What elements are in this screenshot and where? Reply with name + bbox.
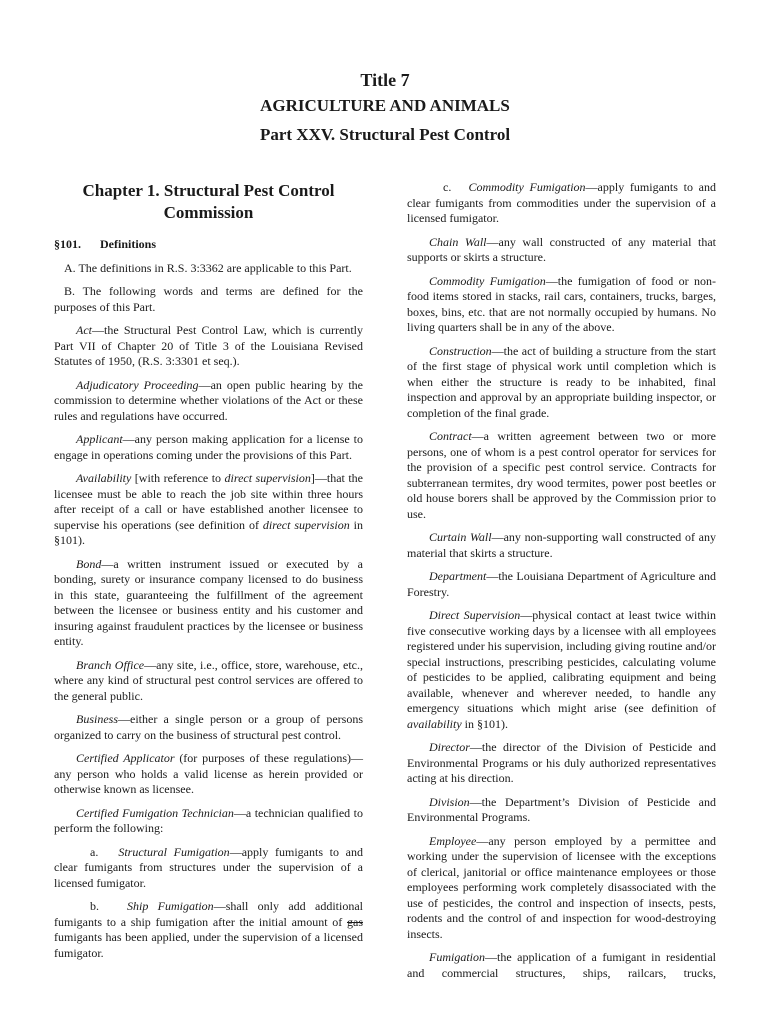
list-item-a: a. Structural Fumigation—apply fumigants to and clear fumigants from structures under the supervision of a licensed fumigator. [54,844,364,890]
paragraph-b: B. The following words and terms are defined for the purposes of this Part. [54,284,363,314]
definition-curtain-wall: Curtain Wall—any non-supporting wall constructed of any material that skirts a structure. [407,530,717,560]
term-business: Business [76,712,118,726]
term-fumigation: Fumigation [429,950,485,964]
definition-director: Director—the director of the Division of Pesticide and Environmental Programs or his duly authorized representatives acting at his direction. [407,740,716,785]
definition-contract: Contract—a written agreement between two or more persons, one of whom is a pest control operator for services for the provision of a specific pest control service. Contracts for subterranean termites, dry wood termites, power post beetles or old house borers shall be approved by the Commission prior to use. [407,429,716,521]
list-item-c: c. Commodity Fumigation—apply fumigants to and clear fumigants from commodities under the supervision of a licensed fumigator. [407,180,716,225]
title-subject: AGRICULTURE AND ANIMALS [260,96,510,115]
definition-certified-applicator: Certified Applicator (for purposes of these regulations)—any person who holds a valid license as herein provided or otherwise known as licensee. [54,751,363,796]
definition-construction: Construction—the act of building a structure from the start of the first stage of physical work until completion which is when either the structure is ready to be inhabited, final inspection and approval by an appropriate building inspector, or completion of the final grade. [407,343,716,420]
term-department: Department [429,569,487,583]
term-employee: Employee [429,833,477,848]
term-adjudicatory-proceeding: Adjudicatory Proceeding [76,377,199,392]
definition-act: Act—the Structural Pest Control Law, which is currently Part VII of Chapter 20 of Title 3 of the Louisiana Revised Statutes of 1950, (R.S. 3:3301 et seq.). [54,323,363,368]
chapter-heading [54,180,363,224]
definition-applicant: Applicant—any person making application for a license to engage in operations coming under the provisions of this Part. [54,432,363,462]
term-construction: Construction [429,343,492,358]
part-heading: Part XXV. Structural Pest Control [259,125,511,144]
title-number: Title 7 [360,70,410,90]
term-ship-fumigation: Ship Fumigation [127,899,214,913]
term-commodity-fumigation-item: Commodity Fumigation [468,180,586,194]
term-certified-applicator: Certified Applicator [76,751,175,765]
term-chain-wall: Chain Wall [429,234,487,249]
term-act: Act [76,323,92,337]
definition-direct-supervision: Direct Supervision—physical contact at least twice within five consecutive working days by a licensee with all employees registered under his supervision, including giving routine and/or special instructions, prescribing pesticides, calculating volume of pesticides to be applied, calibrating equipment and being available, whenever and wherever needed, to handle any emergency situations which might arise (see definition of availability in §101). [407,608,716,731]
term-branch-office: Branch Office [76,657,145,672]
term-commodity-fumigation: Commodity Fumigation [429,273,546,288]
term-bond: Bond [76,556,102,571]
definition-fumigation: Fumigation—the application of a fumigant in residential and commercial structures, ships, railcars, trucks, [407,950,716,980]
list-item-b: b. Ship Fumigation—shall only add additional fumigants to a ship fumigation after the initial amount of gas fumigants has been applied, under the supervision of a licensed fumigator. [54,899,364,960]
right-column [407,180,716,981]
term-applicant: Applicant [76,432,123,446]
definition-business: Business—either a single person or a group of persons organized to carry on the business of structural pest control. [54,712,363,742]
term-division: Division [429,794,470,809]
section-heading [54,237,363,253]
definition-certified-fumigation-technician: Certified Fumigation Technician—a technician qualified to perform the following: [54,805,363,835]
definition-adjudicatory-proceeding: Adjudicatory Proceeding—an open public hearing by the commission to determine whether violations of the Act or these rules and regulations have occurred. [54,377,363,423]
definition-department: Department—the Louisiana Department of Agriculture and Forestry. [407,569,716,599]
struck-text: gas [347,914,363,929]
definition-branch-office: Branch Office—any site, i.e., office, store, warehouse, etc., where any kind of structural pest control services are offered to the general public. [54,657,363,703]
chapter-heading-line1: Chapter 1. Structural Pest Control [82,181,335,200]
definition-employee: Employee—any person employed by a permittee and working under the supervision of licensee with the exceptions of clerical, janitorial or office maintenance employees or those employees performing work completely disassociated with the use of pesticides, the control and inspection of insects, pests, rodents and the control of and inspection for wood-destroying insects. [407,833,716,941]
term-contract: Contract [429,429,472,443]
section-number: §101. [54,237,81,251]
definition-chain-wall: Chain Wall—any wall constructed of any material that supports or skirts a structure. [407,234,716,264]
definition-bond: Bond—a written instrument issued or executed by a bonding, surety or insurance company licensed to do business in this state, guaranteeing the fulfillment of the agreement between the licensee or business entity and his customer and insuring against fraudulent practices by the licensee or business entity. [54,556,363,648]
term-availability: Availability [76,471,132,485]
definition-division: Division—the Department’s Division of Pesticide and Environmental Programs. [407,794,716,824]
section-title: Definitions [100,237,157,251]
term-curtain-wall: Curtain Wall [429,530,492,544]
term-direct-supervision: Direct Supervision [429,608,521,622]
definition-availability: Availability [with reference to direct supervision]—that the licensee must be able to reach the job site within three hours after receipt of a call or have established another licensee to supervise his operations (see definition of direct supervision in §101). [54,471,363,547]
paragraph-a: A. The definitions in R.S. 3:3362 are applicable to this Part. [64,260,352,275]
term-structural-fumigation: Structural Fumigation [118,844,230,859]
definition-commodity-fumigation: Commodity Fumigation—the fumigation of food or non-food items stored in stacks, rail cars, containers, trucks, barges, boxes, bins, etc. that are not normally occupied by humans. No living quarters shall be in any of the above. [407,273,717,334]
term-certified-fumigation-technician: Certified Fumigation Technician [76,805,234,820]
left-column [54,180,363,969]
term-director: Director [429,740,470,754]
chapter-heading-line2: Commission [163,203,254,222]
